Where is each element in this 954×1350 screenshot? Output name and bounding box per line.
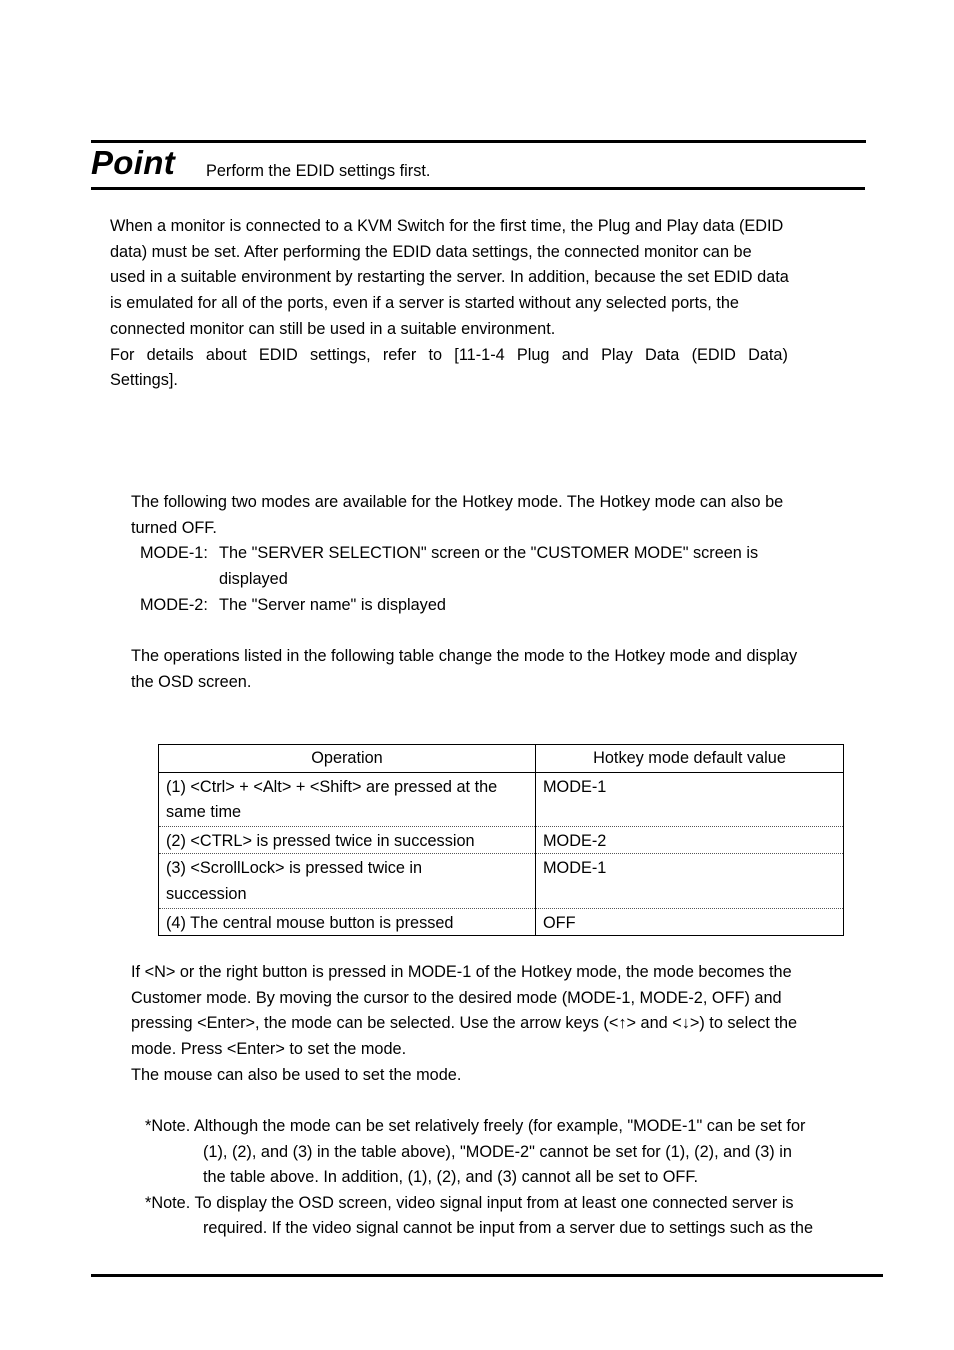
edid-line: connected monitor can still be used in a suitable environment. [110,319,556,338]
ref-word: Plug [516,345,550,364]
table-row [159,772,844,826]
operation-line: (2) <CTRL> is pressed twice in succession [166,832,475,851]
table-row [159,827,844,854]
note-2-first-line: *Note. To display the OSD screen, video signal input from at least one connected server is [145,1194,794,1212]
ref-word: EDID [258,345,298,364]
edid-line: used in a suitable environment by restarting the server. In addition, because the set EDID data [110,268,789,287]
ref-word: Play [601,345,633,364]
customer-mode-paragraph [131,960,797,1089]
default-value-cell: MODE-2 [536,827,844,854]
note-2-line: required. If the video signal cannot be input from a server due to settings such as the [203,1219,813,1237]
ref-word: settings, [309,345,371,364]
footer-rule [91,1274,883,1277]
ref-word: For [110,345,135,364]
mode1-text: The "SERVER SELECTION" screen or the "CUSTOMER MODE" screen is [219,544,759,562]
hotkey-operations-table [158,744,844,936]
mode1-continuation: displayed [219,570,288,588]
hotkey-intro-line: The following two modes are available for the Hotkey mode. The Hotkey mode can also be [131,493,784,511]
ref-word: refer [382,345,417,364]
mode2-label: MODE-2: [140,596,208,614]
note-1-first-line: *Note. Although the mode can be set relatively freely (for example, "MODE-1" can be set for [145,1117,806,1135]
point-text: Perform the EDID settings first. [206,162,431,180]
ref-word: Data) [748,345,788,364]
customer-mode-line: Customer mode. By moving the cursor to the desired mode (MODE-1, MODE-2, OFF) and [131,988,782,1007]
column-header-default-value: Hotkey mode default value [536,745,844,773]
default-value-cell: MODE-1 [536,854,844,909]
edid-reference-line [110,343,788,369]
operation-line: (3) <ScrollLock> is pressed twice in [166,859,423,878]
edid-line: When a monitor is connected to a KVM Switch for the first time, the Plug and Play data (EDID [110,217,784,235]
edid-reference-end: Settings]. [110,371,178,390]
point-top-rule [91,140,866,143]
ref-word: [11-1-4 [454,345,505,364]
column-header-operation: Operation [159,745,536,773]
table-header-row [159,745,844,773]
point-bottom-rule [91,187,865,190]
customer-mode-line: If <N> or the right button is pressed in MODE-1 of the Hotkey mode, the mode becomes the [131,963,792,981]
table-row [159,909,844,936]
point-heading: Point [91,144,175,181]
table-intro-line: the OSD screen. [131,672,252,691]
default-value-cell: OFF [536,909,844,936]
ref-word: Data [644,345,680,364]
operation-line: (4) The central mouse button is pressed [166,914,454,933]
operation-cell [159,772,536,826]
ref-word: (EDID [691,345,736,364]
customer-mode-line: pressing <Enter>, the mode can be selected. Use the arrow keys (<↑> and <↓>) to select the [131,1014,798,1033]
ref-word: details [146,345,194,364]
edid-line: is emulated for all of the ports, even if a server is started without any selected ports, the [110,294,739,313]
operation-line: (1) <Ctrl> + <Alt> + <Shift> are pressed at the [166,777,498,796]
operation-line: same time [166,803,242,822]
note-1-line: the table above. In addition, (1), (2), and (3) cannot all be set to OFF. [203,1168,699,1186]
customer-mode-line: mode. Press <Enter> to set the mode. [131,1040,407,1059]
table-intro [131,644,797,695]
note-1-line: (1), (2), and (3) in the table above), "MODE-2" cannot be set for (1), (2), and (3) in [203,1143,792,1161]
operation-cell [159,909,536,936]
hotkey-intro-line: turned OFF. [131,518,217,537]
table-intro-line: The operations listed in the following table change the mode to the Hotkey mode and display [131,647,798,665]
mode1-label: MODE-1: [140,544,208,562]
customer-mode-line: The mouse can also be used to set the mode. [131,1065,462,1084]
operation-cell [159,827,536,854]
edid-paragraph [110,214,789,394]
ref-word: about [205,345,247,364]
ref-word: and [561,345,589,364]
operation-line: succession [166,884,247,903]
default-value-cell: MODE-1 [536,772,844,826]
hotkey-intro [131,490,783,541]
mode2-text: The "Server name" is displayed [219,596,446,614]
edid-line: data) must be set. After performing the EDID data settings, the connected monitor can be [110,242,752,261]
ref-word: to [428,345,443,364]
table-row [159,854,844,909]
operation-cell [159,854,536,909]
